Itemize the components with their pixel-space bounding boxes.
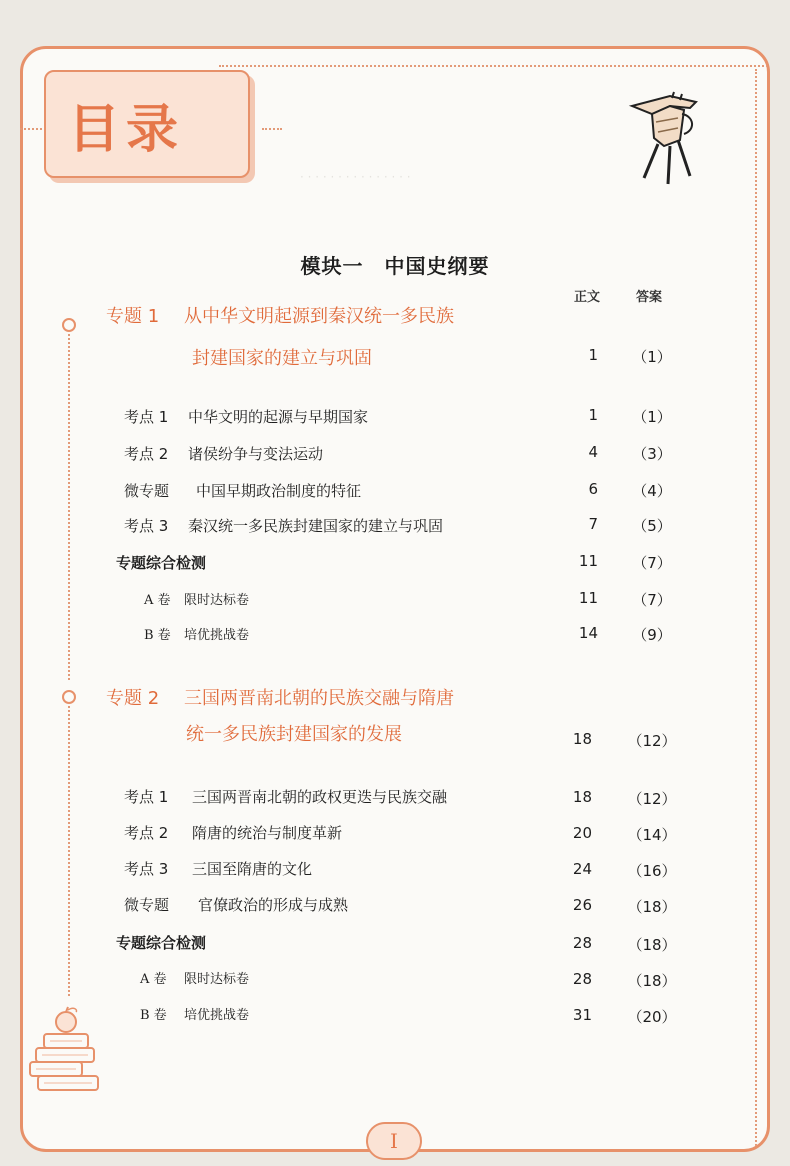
topic-2-paper-b-answer: （20）: [627, 1008, 677, 1026]
topic-2-answer: （12）: [627, 732, 677, 750]
topic-1-title-line1[interactable]: 从中华文明起源到秦汉统一多民族: [184, 306, 454, 327]
topic-1-item-2-page: 4: [588, 443, 598, 461]
page-number-badge: [366, 1122, 422, 1160]
topic-1-node: [62, 318, 76, 332]
topic-2-review-page: 28: [572, 934, 592, 952]
topic-2-item-2-page: 20: [572, 824, 592, 842]
topic-1-paper-a-title[interactable]: 限时达标卷: [184, 593, 250, 608]
topic-2-item-4-label: 微专题: [124, 896, 170, 914]
topic-2-item-1-answer: （12）: [627, 790, 677, 808]
topic-2-item-4-title[interactable]: 官僚政治的形成与成熟: [198, 896, 349, 914]
column-header-text: 正文: [574, 290, 601, 305]
topic-1-item-2-title[interactable]: 诸侯纷争与变法运动: [188, 445, 324, 463]
column-header-answer: 答案: [636, 290, 663, 305]
topic-2-item-1-page: 18: [572, 788, 592, 806]
topic-1-item-1-answer: （1）: [632, 408, 672, 426]
topic-1-item-3-title[interactable]: 中国早期政治制度的特征: [196, 482, 362, 500]
topic-1-item-4-page: 7: [588, 515, 598, 533]
topic-1-item-1-title[interactable]: 中华文明的起源与早期国家: [188, 408, 369, 426]
topic-1-item-3-answer: （4）: [632, 482, 672, 500]
topic-2-item-1-title[interactable]: 三国两晋南北朝的政权更迭与民族交融: [192, 788, 448, 806]
topic-1-item-3-label: 微专题: [124, 482, 170, 500]
topic-1-title-line2[interactable]: 封建国家的建立与巩固: [192, 348, 372, 369]
module-title: 模块一 中国史纲要: [300, 254, 490, 278]
timeline-line: [68, 706, 70, 996]
topic-1-item-2-answer: （3）: [632, 445, 672, 463]
topic-2-paper-b-page: 31: [572, 1006, 592, 1024]
topic-2-item-3-page: 24: [572, 860, 592, 878]
page-title: 目录: [68, 99, 185, 160]
topic-1-answer: （1）: [632, 348, 672, 366]
topic-2-review-title[interactable]: 专题综合检测: [116, 934, 207, 952]
topic-2-item-3-label: 考点 3: [124, 860, 169, 878]
title-dotted-connector-right: [262, 128, 282, 130]
bronze-jue-vessel-icon: [624, 88, 704, 188]
topic-1-page: 1: [588, 346, 598, 364]
topic-2-item-1-label: 考点 1: [124, 788, 169, 806]
topic-1-paper-b-title[interactable]: 培优挑战卷: [184, 628, 250, 643]
topic-1-item-3-page: 6: [588, 480, 598, 498]
topic-1-item-4-answer: （5）: [632, 517, 672, 535]
topic-2-paper-a-answer: （18）: [627, 972, 677, 990]
topic-2-paper-b-label: B 卷: [140, 1008, 167, 1023]
topic-1-item-4-label: 考点 3: [124, 517, 169, 535]
bleed-through-text: · · · · · · · · · · · · · · ·: [300, 170, 411, 184]
topic-2-paper-a-title[interactable]: 限时达标卷: [184, 972, 250, 987]
topic-2-label[interactable]: 专题 2: [106, 688, 160, 709]
topic-1-review-page: 11: [578, 552, 598, 570]
books-apple-icon: [26, 1006, 106, 1096]
topic-2-item-3-title[interactable]: 三国至隋唐的文化: [192, 860, 313, 878]
topic-1-paper-b-page: 14: [578, 624, 598, 642]
topic-2-node: [62, 690, 76, 704]
topic-2-page: 18: [572, 730, 592, 748]
page-number: I: [390, 1129, 398, 1153]
topic-2-paper-a-label: A 卷: [140, 972, 167, 987]
topic-2-item-4-page: 26: [572, 896, 592, 914]
topic-2-item-3-answer: （16）: [627, 862, 677, 880]
topic-2-item-2-answer: （14）: [627, 826, 677, 844]
topic-1-paper-a-label: A 卷: [144, 593, 171, 608]
title-box: [44, 70, 250, 178]
topic-2-title-line1[interactable]: 三国两晋南北朝的民族交融与隋唐: [184, 688, 454, 709]
topic-1-item-2-label: 考点 2: [124, 445, 169, 463]
topic-1-label[interactable]: 专题 1: [106, 306, 160, 327]
topic-2-review-answer: （18）: [627, 936, 677, 954]
topic-1-paper-a-answer: （7）: [632, 591, 672, 609]
topic-2-paper-a-page: 28: [572, 970, 592, 988]
topic-1-item-1-page: 1: [588, 406, 598, 424]
topic-2-item-2-title[interactable]: 隋唐的统治与制度革新: [192, 824, 343, 842]
topic-1-review-title[interactable]: 专题综合检测: [116, 554, 207, 572]
topic-1-paper-a-page: 11: [578, 589, 598, 607]
timeline-line: [68, 334, 70, 680]
topic-2-item-4-answer: （18）: [627, 898, 677, 916]
topic-2-item-2-label: 考点 2: [124, 824, 169, 842]
topic-1-review-answer: （7）: [632, 554, 672, 572]
topic-2-paper-b-title[interactable]: 培优挑战卷: [184, 1008, 250, 1023]
topic-2-title-line2[interactable]: 统一多民族封建国家的发展: [186, 724, 402, 745]
right-dotted-border: [755, 69, 757, 1149]
top-dotted-border: [219, 65, 770, 67]
topic-1-paper-b-label: B 卷: [144, 628, 171, 643]
topic-1-item-1-label: 考点 1: [124, 408, 169, 426]
topic-1-paper-b-answer: （9）: [632, 626, 672, 644]
topic-1-item-4-title[interactable]: 秦汉统一多民族封建国家的建立与巩固: [188, 517, 444, 535]
